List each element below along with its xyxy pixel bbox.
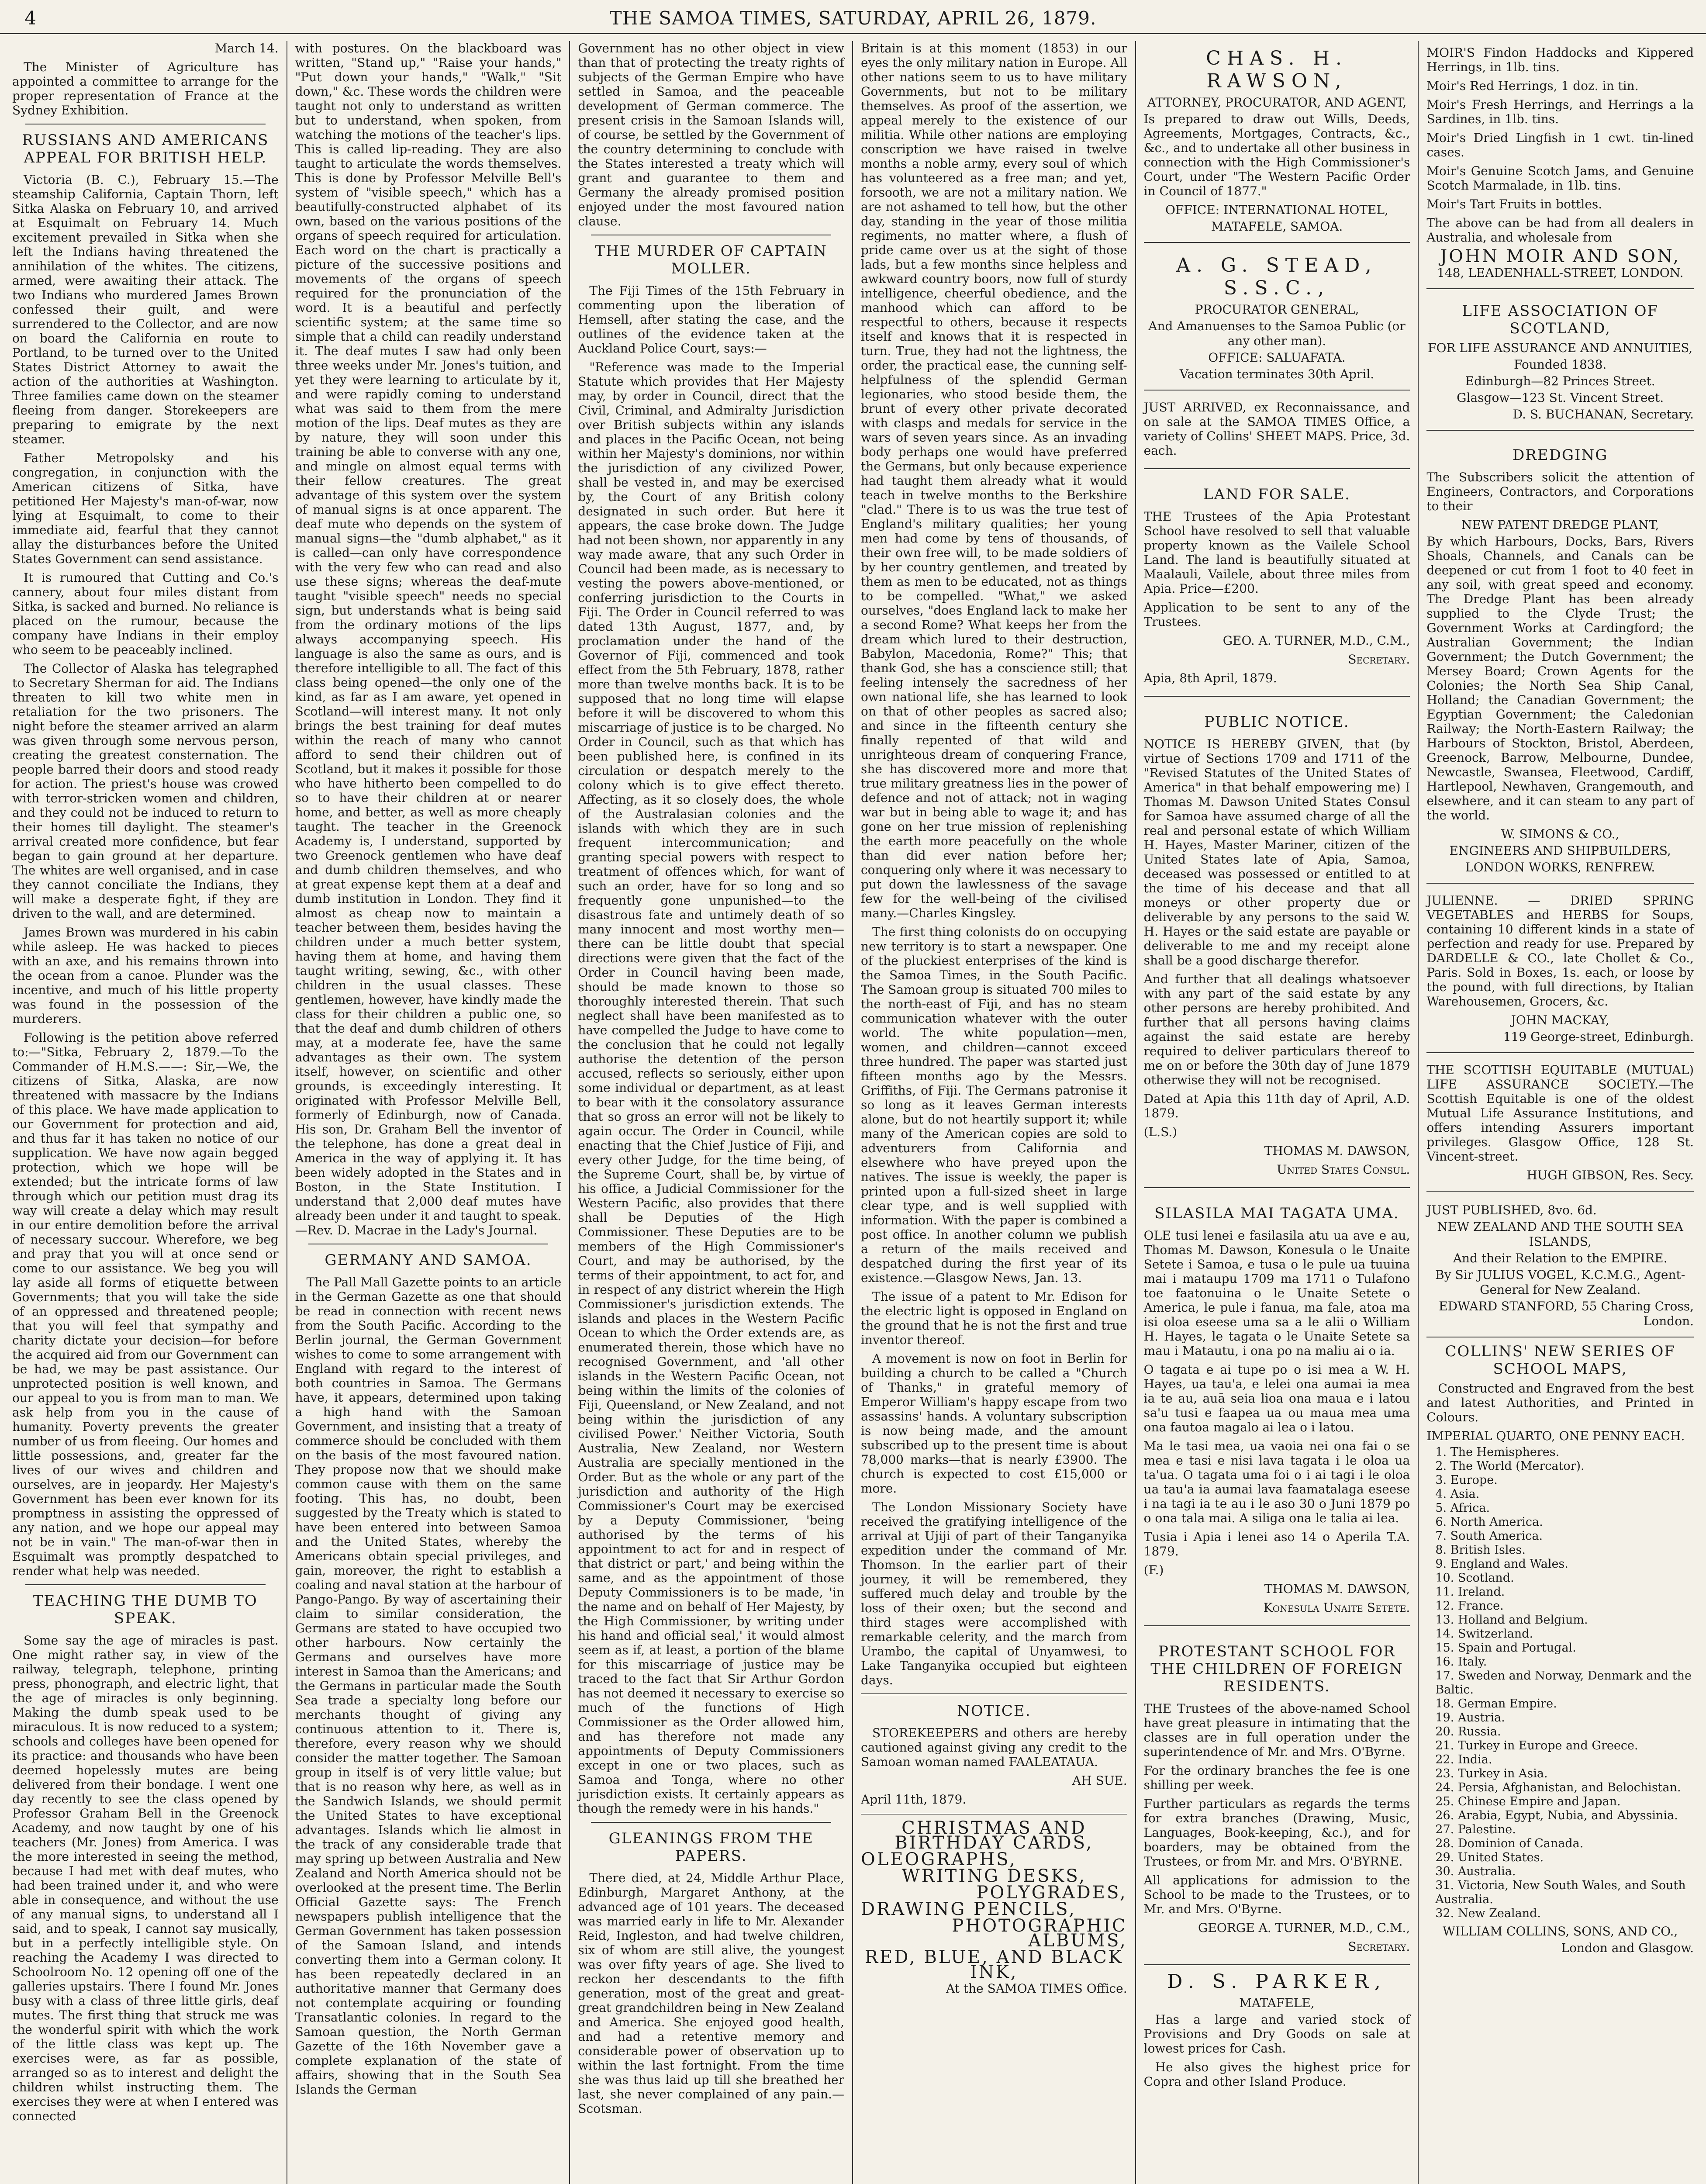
ad-text: THE SCOTTISH EQUITABLE (MUTUAL) LIFE ASSURANCE SOCIETY.—The Scottish Equitable is one of the oldest Mutual Life Assurance Institutions, and offers intending Assurers important privileges. Glasgow Office, 128 St. Vincent-street. [1426, 1063, 1694, 1164]
article-heading-gleanings: GLEANINGS FROM THE PAPERS. [608, 1830, 814, 1865]
article-paragraph: The London Missionary Society have received the gratifying intelligence of the arrival at Ujiji of part of their Tanganyika expedition under the command of Mr. Thomson. In the earlier part of their journey, it will be remembered, they suffered much delay and trouble by the loss of their oxen; but the second and third stages were accomplished with remarkable celerity, and the march from Urambo, the capital of Unyamwesi, to Lake Tanganyika occupied but eighteen days. [861, 1500, 1127, 1687]
ad-name: CHAS. H. RAWSON, [1206, 47, 1348, 92]
ad-line: RED, BLUE, AND BLACK INK, [865, 1947, 1123, 1982]
list-item: 30. Australia. [1435, 1865, 1516, 1878]
list-item: 14. Switzerland. [1435, 1627, 1533, 1641]
ad-line: JUST PUBLISHED, 8vo. 6d. [1426, 1203, 1597, 1217]
ad-line: EDWARD STANFORD, 55 Charing Cross, London. [1439, 1299, 1694, 1328]
list-item: 19. Austria. [1435, 1711, 1505, 1724]
list-item: 28. Dominion of Canada. [1435, 1837, 1584, 1850]
list-item: 26. Arabia, Egypt, Nubia, and Abyssinia. [1435, 1809, 1678, 1822]
ad-text: And further that all dealings whatsoever with any part of the said estate by any other persons are hereby prohibited. And further that all persons having claims against the said estate are hereby required to deliver particulars thereof to me on or before the 30th day of June 1879 otherwise they will not be recognised. [1143, 972, 1410, 1087]
ad-text: The Subscribers solicit the attention of Engineers, Contractors, and Corporations to their [1426, 470, 1694, 513]
ad-name: D. S. PARKER, [1167, 1970, 1387, 1993]
ad-signature: HUGH GIBSON, Res. Secy. [1526, 1168, 1694, 1182]
ad-line: PHOTOGRAPHIC ALBUMS, [952, 1916, 1127, 1951]
ad-seal: (L.S.) [1143, 1125, 1178, 1139]
ad-line: Edinburgh—82 Princes Street. [1465, 374, 1655, 388]
moir-ad [1426, 41, 1694, 289]
ad-signature: WILLIAM COLLINS, SONS, AND CO., [1443, 1924, 1678, 1939]
columns [4, 41, 1702, 2184]
ad-heading: COLLINS' NEW SERIES OF SCHOOL MAPS, [1445, 1343, 1675, 1378]
ad-heading: PUBLIC NOTICE. [1204, 713, 1350, 731]
ad-heading: SILASILA MAI TAGATA UMA. [1154, 1205, 1399, 1222]
ad-signature: Secretary. [1348, 1939, 1410, 1954]
ad-text: OLE tusi lenei e fasilasila atu ua ave e au, Thomas M. Dawson, Konesula o le Unaite Setete i Samoa, e tusa o le pule ua tuuina mai i mataupu 1709 ma 1711 o Tulafono toe faatonuina o le Unaite Setete o America, le pule i fanua, ma fale, atoa ma isi oloa eseese uma sa a le alii o William H. Hayes, le tagata o le Unaite Setete sa mau i Matautu, i ona po na maliu ai o ia. [1143, 1228, 1410, 1358]
notice-text: STOREKEEPERS and others are hereby cautioned against giving any credit to the Samoan woman named FAALEATAUA. [861, 1726, 1127, 1769]
list-item: 22. India. [1435, 1753, 1492, 1766]
ad-signature: THOMAS M. DAWSON, [1264, 1582, 1410, 1596]
notice-heading: NOTICE. [957, 1702, 1031, 1720]
masthead [0, 3, 1706, 34]
ad-text: He also gives the highest price for Copra and other Island Produce. [1143, 2060, 1410, 2089]
rawson-ad [1144, 41, 1410, 243]
ad-line: POLYGRADES, [976, 1883, 1127, 1903]
lead-paragraph: The Minister of Agriculture has appointed a committee to arrange for the proper representation of France at the Sydney Exhibition. [12, 60, 279, 117]
list-item: 24. Persia, Afghanistan, and Belochistan. [1435, 1781, 1681, 1794]
collins-maps-ad [1426, 1343, 1694, 1956]
article-paragraph: with postures. On the blackboard was written, "Stand up," "Raise your hands," "Put down your hands," "Walk," "Sit down," &c. These words the children were taught not only to understand as written but to understand, when spoken, from watching the motions of the teacher's lips. This is called lip-reading. They are also taught to articulate the words themselves. This is done by Professor Melville Bell's system of "visible speech," which has a beautifully-constructed alphabet of its own, based on the various positions of the organs of speech required for articulation. Each word on the chart is practically a picture of the successive positions and movements of the organs of speech required for the pronunciation of the word. It is a beautiful and perfectly scientific system; at the same time so simple that a child can readily understand it. The deaf mutes I saw had only been three weeks under Mr. Jones's tuition, and yet they were learning to articulate by it, and were rapidly coming to understand what was said to them from the mere motion of the lips. Deaf mutes as they are by nature, they will soon under this training be able to converse with any one, and mingle on almost equal terms with their fellow creatures. The great advantage of this system over the system of manual signs is at once apparent. The deaf mute who depends on the system of manual signs—the "dumb alphabet," as it is called—can only have correspondence with the very few who can read and also use these signs; whereas the deaf-mute taught "visible speech" needs no special sign, but understands what is being said from the ordinary motions of the lips always accompanying speech. His language is also the same as ours, and is therefore intelligible to all. The fact of this class being opened—the only one of the kind, as far as I am aware, yet opened in Scotland—will interest many. It not only brings the best training for deaf mutes within the reach of many who cannot afford to send their children out of Scotland, but it makes it possible for those who have hitherto been compelled to do so to have their children at or nearer home, and better, as well as more cheaply taught. The teacher in the Greenock Academy is, I understand, supported by two Greenock gentlemen who have deaf and dumb children themselves, and who at great expense kept them at a deaf and dumb institution in London. They find it almost as cheap now to maintain a teacher between them, besides having the children under a much better system, having them at home, and having them taught writing, sewing, &c., with other children in the usual classes. These gentlemen, however, have kindly made the class for their children a public one, so that the deaf and dumb children of others may, at a moderate fee, have the same advantages as their own. The system itself, however, on scientific and other grounds, is exceedingly interesting. It originated with Professor Melville Bell, formerly of Edinburgh, now of Canada. His son, Dr. Graham Bell the inventor of the telephone, has done a great deal in America in the way of applying it. It has been widely adopted in the States and in Boston, in the State Institution. I understand that 2,000 deaf mutes have already been under it and taught to speak.—Rev. D. Macrae in the Lady's Journal. [295, 41, 562, 1237]
article-paragraph: Victoria (B. C.), February 15.—The steamship California, Captain Thorn, left Sitka Alaska on February 10, and arrived at Esquimalt on February 14. Much excitement prevailed in Sitka when she left the Indians having threatened the annihilation of the whites. The citizens, armed, were awaiting their attack. The two Indians who murdered James Brown confessed their guilt, and were surrendered to the Collector, and are now on board the California en route to Portland, to be turned over to the United States District Attorney to await the action of the authorities at Washington. Three families came down on the steamer fleeing from danger. Storekeepers are preparing to emigrate by the next steamer. [12, 173, 279, 446]
list-item: 31. Victoria, New South Wales, and South Australia. [1435, 1879, 1686, 1906]
ad-text: Ma le tasi mea, ua vaoia nei ona fai o se mea e tasi e nisi lava tagata i le oloa ua ta'ua. O tagata uma foi o i ai tagi i le oloa ua tau'a ia aumai lava faamatalaga eseese i na tagi ia te au i le aso 30 o Juni 1879 po o ona tala mai. A siliga ona le talia ai lea. [1143, 1439, 1410, 1525]
ad-text: Is prepared to draw out Wills, Deeds, Agreements, Mortgages, Contracts, &c., &c., and to undertake all other business in connection with the High Commissioner's Court, under "The Western Pacific Order in Council of 1877." [1143, 112, 1410, 198]
ad-text: NOTICE IS HEREBY GIVEN, that (by virtue of Sections 1709 and 1711 of the "Revised Statutes of the United States of America" in that behalf empowering me) I Thomas M. Dawson United States Consul for Samoa have assumed charge of all the real and personal estate of which William H. Hayes, Master Mariner, citizen of the United States late of Apia, Samoa, deceased was possessed or entitled to at the time of his decease and that all moneys or other property due or deliverable by any persons to the said W. H. Hayes or the said estate are payable or deliverable to me and my receipt alone shall be a good discharge therefor. [1143, 737, 1410, 968]
article-paragraph: Father Metropolsky and his congregation, in conjunction with the American citizens of Sitka, have petitioned Her Majesty's man-of-war, now lying at Esquimalt, to come to their immediate aid, fearful that they cannot allay the disturbances before the United States Government can send assistance. [12, 451, 279, 566]
ad-signature: GEORGE A. TURNER, M.D., C.M., [1198, 1921, 1410, 1935]
ad-text: Further particulars as regards the terms for extra branches (Drawing, Music, Languages, Book-keeping, &c.), and for boarders, may be obtained from the Trustees, or from Mr. and Mrs. O'BYRNE. [1143, 1797, 1410, 1869]
ad-signature: United States Consul. [1277, 1162, 1410, 1177]
ad-name: JOHN MOIR AND SON, [1440, 246, 1681, 266]
ad-text: JULIENNE. — DRIED SPRING VEGETABLES and HERBS for Soups, containing 10 different kinds in a state of perfection and ready for use. Prepared by DARDELLE & CO., late Chollet & Co., Paris. Sold in Boxes, 1s. each, or loose by the pound, with full directions, by Italian Warehousemen, Grocers, &c. [1426, 893, 1694, 1009]
article-paragraph: The Collector of Alaska has telegraphed to Secretary Sherman for aid. The Indians threaten to kill two white men in retaliation for the two prisoners. The night before the steamer arrived an alarm was given through some nervous person, creating the greatest consternation. The people barred their doors and stood ready for action. The priest's house was crowed with terror-stricken women and children, and they could not be induced to return to their homes till daylight. The steamer's arrival created more confidence, but fear began to gain ground at her departure. The whites are well organised, and in case they cannot conciliate the Indians, they will make a desperate fight, if they are driven to the wall, and are determined. [12, 661, 279, 921]
land-sale-ad [1144, 474, 1410, 697]
ad-line: Glasgow—123 St. Vincent Street. [1457, 390, 1664, 405]
ad-line: MATAFELE, [1239, 1996, 1315, 2010]
article-paragraph: There died, at 24, Middle Arthur Place, Edinburgh, Margaret Anthony, at the advanced age of 101 years. The deceased was married early in life to Mr. Alexander Reid, Ingleston, and had twelve children, six of whom are still alive, the youngest was over fifty years of age. She lived to reckon her descendants to the fifth generation, most of the great and great-great grandchildren being in New Zealand and America. She enjoyed good health, and had a retentive memory and considerable power of observation up to within the last fortnight. From the time she was thus laid up till she breathed her last, she never complained of any pain.—Scotsman. [578, 1871, 844, 2116]
ad-line: And Amanuenses to the Samoa Public (or any other man). [1148, 319, 1406, 348]
article-heading-dumb: TEACHING THE DUMB TO SPEAK. [33, 1592, 258, 1627]
list-item: 3. Europe. [1435, 1473, 1498, 1487]
ad-line: OFFICE: SALUAFATA. [1208, 350, 1346, 365]
ad-date: Tusia i Apia i lenei aso 14 o Aperila T.A. 1879. [1143, 1530, 1410, 1559]
ad-text: Moir's Genuine Scotch Jams, and Genuine Scotch Marmalade, in 1lb. tins. [1426, 164, 1694, 193]
ad-line: 148, LEADENHALL-STREET, LONDON. [1437, 266, 1684, 280]
julienne-ad [1426, 889, 1694, 1053]
ad-heading: DREDGING [1512, 446, 1608, 464]
ad-signature: ENGINEERS AND SHIPBUILDERS, [1449, 843, 1671, 858]
ad-text: THE Trustees of the Apia Protestant School have resolved to sell that valuable property known as the Vailele School Land. The land is beautifully situated at Maalauli, Vailele, about three miles from Apia. Price—£200. [1143, 509, 1410, 596]
list-item: 15. Spain and Portugal. [1435, 1641, 1576, 1655]
ad-line: OLEOGRAPHS, [861, 1849, 1017, 1870]
lead-date: March 14. [214, 41, 279, 55]
ad-line: PROCURATOR GENERAL, [1195, 302, 1359, 317]
ad-text: MOIR'S Findon Haddocks and Kippered Herrings, in 1lb. tins. [1426, 45, 1694, 74]
article-paragraph: Some say the age of miracles is past. One might rather say, in view of the railway, telegraph, telephone, printing press, phonograph, and electric light, that the age of miracles is only beginning. Making the dumb speak used to be miraculous. It is now reduced to a system; schools and colleges have been opened for its practice: and thousands who have been deemed hopelessly mutes are being delivered from their bondage. I went one day recently to see the class opened by Professor Graham Bell in the Greenock Academy, and now taught by one of his teachers (Mr. Jones) from America. I was the more interested in seeing the method, because I had met with deaf mutes, who had been trained under it, and who were able in consequence, and without the use of any manual signs, to understand all I said, and to speak, I cannot say musically, but in a perfectly intelligible style. On reaching the Academy I was directed to Schoolroom No. 12 opening off one of the galleries upstairs. There I found Mr. Jones busy with a class of three little girls, deaf mutes. The first thing that struck me was the wonderful spirit with which the work of the little class was kept up. The exercises were, as far as possible, arranged so as to interest and delight the children whilst instructing them. The exercises they were at when I entered was connected [12, 1633, 279, 2123]
ad-seal: (F.) [1143, 1563, 1164, 1577]
ad-text: The above can be had from all dealers in Australia, and wholesale from [1426, 216, 1694, 245]
ad-line: FOR LIFE ASSURANCE AND ANNUITIES, [1428, 341, 1693, 355]
vogel-book-ad [1426, 1197, 1694, 1337]
ad-signature: W. SIMONS & CO., [1501, 827, 1620, 841]
life-association-ad [1426, 294, 1694, 431]
ad-line: IMPERIAL QUARTO, ONE PENNY EACH. [1426, 1429, 1685, 1443]
article-paragraph: A movement is now on foot in Berlin for building a church to be called a "Church of Thanks," in grateful memory of Emperor William's happy escape from two assassins' hands. A voluntary subscription is now being made, and the amount subscribed up to the present time is about 78,000 marks—that is nearly £3900. The church is expected to cost £15,000 or more. [861, 1351, 1127, 1496]
protestant-school-ad [1144, 1631, 1410, 1965]
ad-date: Dated at Apia this 11th day of April, A.D. 1879. [1143, 1092, 1410, 1120]
ad-line: By Sir JULIUS VOGEL, K.C.M.G., Agent-General for New Zealand. [1435, 1268, 1685, 1297]
column-6 [1419, 41, 1702, 2184]
ad-line: DRAWING PENCILS, [861, 1899, 1076, 1919]
ad-text: Moir's Dried Lingfish in 1 cwt. tin-lined cases. [1426, 131, 1694, 159]
christmas-cards-ad [861, 1818, 1127, 1996]
list-item: 6. North America. [1435, 1515, 1543, 1529]
scottish-equitable-ad [1426, 1058, 1694, 1192]
list-item: 4. Asia. [1435, 1487, 1480, 1501]
ad-heading: LIFE ASSOCIATION OF SCOTLAND, [1462, 302, 1659, 337]
ad-line: At the SAMOA TIMES Office. [946, 1981, 1127, 1996]
list-item: 8. British Isles. [1435, 1543, 1526, 1557]
ad-signature: THOMAS M. DAWSON, [1264, 1144, 1410, 1158]
ad-line: MATAFELE, SAMOA. [1211, 219, 1343, 234]
column-2 [287, 41, 570, 2184]
maps-list [1435, 1445, 1694, 1921]
ad-signature: Secretary. [1348, 652, 1410, 667]
list-item: 32. New Zealand. [1435, 1907, 1541, 1920]
dredging-ad [1426, 436, 1694, 884]
article-paragraph: It is rumoured that Cutting and Co.'s cannery, about four miles distant from Sitka, is sacked and burned. No reliance is placed on the rumour, because the company have Indians in their employ who seem to be peaceably inclined. [12, 570, 279, 657]
list-item: 7. South America. [1435, 1529, 1543, 1543]
list-item: 11. Ireland. [1435, 1585, 1505, 1599]
list-item: 12. France. [1435, 1599, 1504, 1613]
column-4 [853, 41, 1136, 2184]
notice-date: April 11th, 1879. [861, 1792, 967, 1807]
ad-signature: London and Glasgow. [1561, 1941, 1694, 1955]
public-notice-ad [1144, 702, 1410, 1188]
list-item: 25. Chinese Empire and Japan. [1435, 1795, 1621, 1808]
page-number: 4 [24, 7, 37, 29]
ad-line: NEW PATENT DREDGE PLANT, [1461, 518, 1659, 532]
ad-signature: D. S. BUCHANAN, Secretary. [1513, 407, 1694, 422]
ad-line: OFFICE: INTERNATIONAL HOTEL, [1165, 203, 1388, 217]
ad-text: For the ordinary branches the fee is one shilling per week. [1143, 1763, 1410, 1792]
ad-text: Moir's Tart Fruits in bottles. [1426, 197, 1602, 211]
ad-date: Apia, 8th April, 1879. [1143, 671, 1277, 685]
ad-signature: LONDON WORKS, RENFREW. [1465, 860, 1655, 874]
ad-text: O tagata e ai tupe po o isi mea a W. H. Hayes, ua tau'a, e lelei ona aumai ia mea ia te au, auā seia lioa ona maua e i latou sa'u tusi e faapea ua ou maua mea uma ona fautoa magalo ai lea o i latou. [1143, 1362, 1410, 1434]
ad-text: Has a large and varied stock of Provisions and Dry Goods on sale at lowest prices for Cash. [1143, 2012, 1410, 2056]
list-item: 16. Italy. [1435, 1655, 1487, 1669]
list-item: 27. Palestine. [1435, 1823, 1516, 1836]
ad-text: Moir's Red Herrings, 1 doz. in tin. [1426, 79, 1639, 93]
article-paragraph: The Fiji Times of the 15th February in commenting upon the liberation of Hemsell, after stating the case, and the outlines of the evidence taken at the Auckland Police Court, says:— [578, 283, 844, 356]
divider [591, 1822, 831, 1823]
ad-text: JUST ARRIVED, ex Reconnaissance, and on sale at the SAMOA TIMES Office, a variety of Collins' SHEET MAPS. Price, 3d. each. [1143, 400, 1410, 458]
notice-signature: AH SUE. [1072, 1773, 1127, 1788]
ad-line: CHRISTMAS AND BIRTHDAY CARDS, [894, 1818, 1094, 1853]
list-item: 23. Turkey in Asia. [1435, 1767, 1548, 1780]
article-paragraph: James Brown was murdered in his cabin while asleep. He was hacked to pieces with an axe, and his remains thrown into the ocean from a canoe. Plunder was the incentive, and much of his little property was found in the possession of the murderers. [12, 925, 279, 1026]
ad-name: A. G. STEAD, S.S.C., [1176, 254, 1378, 299]
article-heading-moller: THE MURDER OF CAPTAIN MOLLER. [595, 242, 828, 277]
article-paragraph: The issue of a patent to Mr. Edison for the electric light is opposed in England on the ground that he is not the first and true inventor thereof. [861, 1289, 1127, 1347]
ad-text: By which Harbours, Docks, Bars, Rivers Shoals, Channels, and Canals can be deepened or cut from 1 foot to 40 feet in any soil, with great speed and economy. The Dredge Plant has been already supplied to the Clyde Trust; the Government Works at Cardingford; the Australian Government; the Indian Government; the Dutch Government; the Mersey Board; Crown Agents for the Colonies; the North Sea Ship Canal, Holland; the Canadian Government; the Egyptian Government; the Caledonian Railway; the North-Eastern Railway; the Harbours of Stockton, Bristol, Aberdeen, Greenock, Barrow, Melbourne, Dundee, Newcastle, Swansea, Fleetwood, Cardiff, Hartlepool, Newhaven, Grangemouth, and elsewhere, and it can steam to any part of the world. [1426, 534, 1694, 822]
list-item: 21. Turkey in Europe and Greece. [1435, 1739, 1638, 1752]
ad-line: ATTORNEY, PROCURATOR, AND AGENT, [1147, 95, 1407, 110]
article-heading-germany: GERMANY AND SAMOA. [325, 1251, 532, 1269]
article-paragraph: "Reference was made to the Imperial Statute which provides that Her Majesty may, by order in Council, direct that the Civil, Criminal, and Admiralty Jurisdiction over British subjects within any islands and places in the Pacific Ocean, not being within her Majesty's dominions, nor within the jurisdiction of any civilized Power, shall be vested in, and may be exercised by, the Court of any British colony designated in such order. But here it appears, the case broke down. The Judge had not been shown, nor apparently in any way made aware, that any such Order in Council had been made, as is necessary to vesting the powers above-mentioned, or conferring jurisdiction to the Courts in Fiji. The Order in Council referred to was dated 13th August, 1877, and, by proclamation under the hand of the Governor of Fiji, commenced and took effect from the 5th February, 1878, rather more than twelve months back. It is to be supposed that no long time will elapse before it will be discovered to whom this miscarriage of justice is to be charged. No Order in Council, such as that which has been published here, is confined in its circulation or despatch merely to the colony which is to give effect thereto. Affecting, as it so closely does, the whole of the Australasian colonies and the islands with which they are in such frequent intercommunication; and granting special powers with respect to treatment of offences which, for want of such an order, have for so long and so frequently gone unpunished—to the disastrous fate and untimely death of so many innocent and most worthy men—there can be little doubt that special directions were given that the fact of the Order in Council having been made, should be made known to those so thoroughly interested therein. That such neglect shall have been manifested as to have compelled the Judge to have come to the conclusion that he could not legally authorise the detention of the person accused, reflects so seriously, either upon some individual or department, as at least to bear with it the consolatory assurance that so gross an error will not be likely to again occur. The Order in Council, while enacting that the Chief Justice of Fiji, and every other Judge, for the time being, of the Supreme Court, shall be, by virtue of his office, a Judicial Commissioner for the Western Pacific, also provides that there shall be Deputies of the High Commissioner. These Deputies are to be members of the High Commissioner's Court, and may be authorised, by the terms of their appointment, to act for, and in respect of any district wherein the High Commissioner's jurisdiction extends. The islands and places in the Western Pacific Ocean to which the Order extends are, as enumerated therein, those which have no recognised Government, and 'all other islands in the Western Pacific Ocean, not being within the limits of the colonies of Fiji, Queensland, or New Zealand, and not being within the jurisdiction of any civilised Power.' Neither Victoria, South Australia, New Zealand, nor Western Australia are specially mentioned in the Order. But as the whole or any part of the jurisdiction and authority of the High Commissioner's Court may be exercised by a Deputy Commissioner, 'being authorised by the terms of his appointment to act for and in respect of that district or part,' and being within the same, and as the appointment of those Deputy Commissioners is to be made, 'in the name and on behalf of Her Majesty, by the High Commissioner, by writing under his hand and official seal,' it would almost seem as if, at least, a portion of the blame for this miscarriage of justice may be traced to the fact that Sir Arthur Gordon has not deemed it necessary to exercise so much of the functions of High Commissioner as the Order allowed him, and has therefore not made any appointments of Deputy Commissioners except in one or two places, such as Samoa and Tonga, where no other jurisdiction exists. It certainly appears as though the remedy were in his hands." [578, 360, 844, 1816]
ad-signature: GEO. A. TURNER, M.D., C.M., [1223, 633, 1410, 648]
list-item: 17. Sweden and Norway, Denmark and the Baltic. [1435, 1669, 1692, 1697]
ad-line: WRITING DESKS, [901, 1866, 1087, 1886]
list-item: 9. England and Wales. [1435, 1557, 1568, 1571]
list-item: 20. Russia. [1435, 1725, 1501, 1738]
divider [861, 1693, 1127, 1695]
ad-text: THE Trustees of the above-named School have great pleasure in intimating that the classes are in full operation under the superintendence of Mr. and Mrs. O'Byrne. [1143, 1701, 1410, 1759]
parker-ad [1144, 1970, 1410, 2089]
ad-signature: JOHN MACKAY, [1511, 1013, 1609, 1027]
column-1 [4, 41, 287, 2184]
ad-line: And their Relation to the EMPIRE. [1453, 1251, 1668, 1265]
list-item: 5. Africa. [1435, 1501, 1490, 1515]
ad-line: Vacation terminates 30th April. [1179, 367, 1374, 381]
divider [861, 1813, 1127, 1814]
list-item: 10. Scotland. [1435, 1571, 1514, 1585]
stead-ad [1144, 248, 1410, 390]
silasila-ad [1144, 1193, 1410, 1626]
ad-signature: Konesula Unaite Setete. [1263, 1600, 1410, 1615]
article-paragraph: Britain is at this moment (1853) in our eyes the only military nation in Europe. All other nations seem to us to have military Governments, but not to be military themselves. As proof of the assertion, we appeal merely to the existence of our militia. While other nations are employing conscription we have raised in twelve months a noble army, every soul of which has volunteered as a free man; and yet, forsooth, we are not a military nation. We are not ashamed to tell how, but the other day, standing in the year of those militia regiments, no matter where, a flush of pride came over us at the sight of those lads, but a few months since helpless and awkward country boors, now full of sturdy intelligence, cheerful obedience, and the manhood which can afford to be respectful to others, because it respects itself and knows that it is respected in turn. True, they had not the lightness, the order, the practical ease, the cunning self-helpfulness of the splendid German legionaries, who stood beside them, the brunt of every other private decorated with clasps and medals for service in the wars of seven years since. As an invading body perhaps one would have preferred the Germans, but only because experience had taught them already what it would teach in twelve months to the Berkshire "clad." There is to us was the true test of England's military qualities; her young men had come by tens of thousands, of their own free will, to be made soldiers of by her country gentlemen, and treated by them as men to be educated, not as things to be compelled. "What," we asked ourselves, "does England lack to make her a second Rome? What keeps her from the dream which lured to their destruction, Babylon, Macedonia, Rome?" This; that thank God, she has a conscience still; that feeling intensely the sacredness of her own national life, she has learned to look on that of other peoples as sacred also; and since in the fifteenth century she finally repented of that wild and unrighteous dream of conquering France, she has discovered more and more that true military greatness lies in the power of defence and not of attack; not in waging war but in being able to wage it; and has gone on her true mission of replenishing the earth more peacefully on the whole than did ever nation before her; conquering only where it was necessary to put down the lawlessness of the savage few for the well-being of the civilised many.—Charles Kingsley. [861, 41, 1127, 920]
newspaper-title: THE SAMOA TIMES, SATURDAY, APRIL 26, 1879. [609, 7, 1097, 29]
ad-text: Application to be sent to any of the Trustees. [1143, 600, 1410, 629]
divider [25, 1584, 266, 1585]
ad-line: NEW ZEALAND AND THE SOUTH SEA ISLANDS, [1437, 1220, 1683, 1249]
column-5 [1136, 41, 1419, 2184]
article-paragraph: The Pall Mall Gazette points to an article in the German Gazette as one that should be read in connection with recent news from the South Pacific. According to the Berlin journal, the German Government wishes to come to some arrangement with England with regard to the interest of both countries in Samoa. The Germans have, it appears, determined upon taking a high hand with the Samoan Government, and insisting that a treaty of commerce should be concluded with them on the basis of the most favoured nation. They propose now that we should make common cause with them on the same footing. This has, no doubt, been suggested by the Treaty which is stated to have been entered into between Samoa and the United States, whereby the Americans obtain special privileges, and gain, moreover, the right to establish a coaling and naval station at the harbour of Pango-Pango. By way of ascertaining their claim to similar consideration, the Germans are stated to have occupied two other harbours. Now certainly the Germans and ourselves have more interest in Samoa than the Americans; and the Germans in particular made the South Sea trade a specialty long before our merchants thought of giving any continuous attention to it. There is, therefore, every reason why we should consider the matter together. The Samoan group in itself is of very little value; but that is no reason why here, as well as in the Sandwich Islands, we should permit the United States to have exceptional advantages. Islands which lie almost in the track of any considerable trade that may spring up between Australia and New Zealand and North America should not be overlooked at the present time. The Berlin Official Gazette says: The French newspapers publish intelligence that the German Government has taken possession of the Samoan Island, and intends converting them into a German colony. It has been repeatedly declared in an authoritative manner that Germany does not contemplate acquiring or founding Transatlantic colonies. In regard to the Samoan question, the North German Gazette of the 16th November gave a complete explanation of the state of affairs, showing that in the South Sea Islands the German [295, 1275, 562, 2097]
ad-text: Moir's Fresh Herrings, and Herrings a la Sardines, in 1lb. tins. [1426, 97, 1694, 126]
ad-line: Founded 1838. [1514, 357, 1607, 372]
list-item: 29. United States. [1435, 1851, 1544, 1864]
ad-text: All applications for admission to the School to be made to the Trustees, or to Mr. and Mrs. O'Byrne. [1143, 1873, 1410, 1916]
ad-text: Constructed and Engraved from the best and latest Authorities, and Printed in Colours. [1426, 1381, 1694, 1424]
article-paragraph: The first thing colonists do on occupying new territory is to start a newspaper. One of the pluckiest enterprises of the kind is the Samoa Times, in the South Pacific. The Samoan group is situated 700 miles to the north-east of Fiji, and has no steam communication whatever with the outer world. The white population—men, women, and children—cannot exceed three hundred. The paper was started just fifteen months ago by the Messrs. Griffiths, of Fiji. The Germans patronise it so long as it leaves German interests alone, but do not heartily support it; while many of the American copies are sold to adventurers from California and elsewhere who have preyed upon the natives. The issue is weekly, the paper is printed upon a full-sized sheet in large clear type, and is well supplied with information. With the paper is combined a post office. In another column we publish a return of the mails received and despatched during the first year of its existence.—Glasgow News, Jan. 13. [861, 925, 1127, 1285]
column-3 [570, 41, 853, 2184]
article-heading-russians: RUSSIANS AND AMERICANS APPEAL FOR BRITISH HELP. [22, 131, 269, 166]
ad-heading: LAND FOR SALE. [1203, 486, 1350, 503]
list-item: 2. The World (Mercator). [1435, 1459, 1585, 1473]
list-item: 1. The Hemispheres. [1435, 1445, 1560, 1459]
ad-signature: 119 George-street, Edinburgh. [1503, 1030, 1694, 1044]
article-paragraph: Following is the petition above referred to:—"Sitka, February 2, 1879.—To the Commander of H.M.S.——: Sir,—We, the citizens of Sitka, Alaska, are now threatened with massacre by the Indians of this place. We have made application to our Government for protection and aid, and thus far it has taken no notice of our supplication. We have now again begged protection, which we hope will be extended; but the intricate forms of law through which our petition must drag its way will create a delay which may result in our entire demolition before the arrival of necessary succour. Wherefore, we beg and pray that you will at once send or come to our assistance. We beg you will lay aside all forms of etiquette between Governments; that you will take the side of an oppressed and threatened people; that you will feel that sympathy and charity dictate your decision—for before the acquired aid from our Government can be had, we may be past assistance. Our unprotected position is well known, and our appeal to you is from man to man. We ask help from you in the cause of humanity. Poverty prevents the greater number of us from fleeing. Our homes and little possessions, and, greater far the lives of our wives and children and ourselves, are in jeopardy. Her Majesty's Government has been ever known for its promptness in assisting the oppressed of any nation, and we hope our appeal may not be in vain." The man-of-war then in Esquimalt was promptly despatched to render what help was needed. [12, 1030, 279, 1578]
article-paragraph: Government has no other object in view than that of protecting the treaty rights of subjects of the German Empire who have settled in Samoa, and the peaceable development of German commerce. The present crisis in the Samoan Islands will, of course, be settled by the Government of the country determining to conclude with the States interested a treaty which will grant and guarantee to them and Germany the already promised position enjoyed under the most favoured nation clause. [578, 41, 844, 228]
list-item: 13. Holland and Belgium. [1435, 1613, 1588, 1627]
maps-arrived-ad [1144, 396, 1410, 469]
ad-heading: PROTESTANT SCHOOL FOR THE CHILDREN OF FOREIGN RESIDENTS. [1150, 1643, 1403, 1695]
list-item: 18. German Empire. [1435, 1697, 1557, 1711]
